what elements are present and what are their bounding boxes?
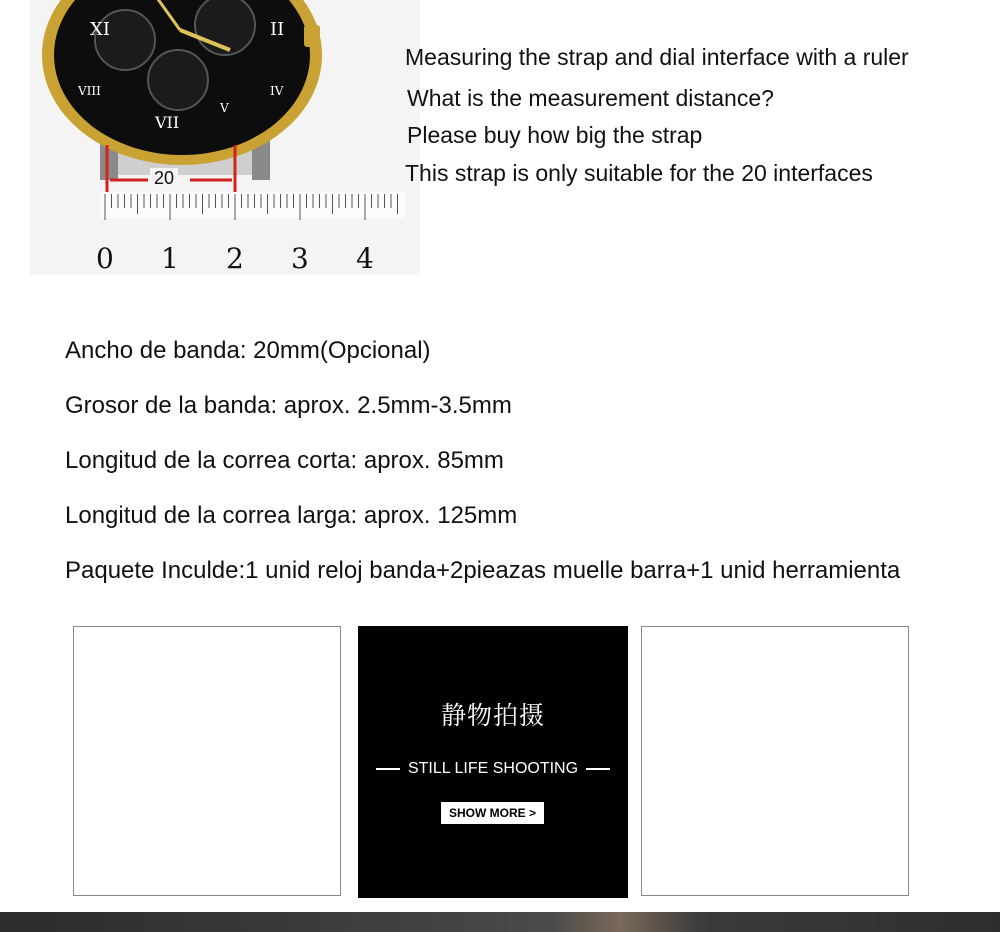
- spec-band-thickness: Grosor de la banda: aprox. 2.5mm-3.5mm: [65, 392, 512, 419]
- still-life-panel: [358, 626, 628, 898]
- spec-band-width: Ancho de banda: 20mm(Opcional): [65, 337, 431, 364]
- bottom-photo-strip: [0, 912, 1000, 932]
- subdial-bottom: [148, 50, 208, 110]
- spec-long-strap-length: Longitud de la correa larga: aprox. 125mm: [65, 502, 518, 529]
- numeral-v: V: [220, 101, 229, 115]
- still-life-title: 静物拍摄: [440, 702, 545, 730]
- numeral-xi: XI: [90, 19, 110, 40]
- intro-line-buy-size: Please buy how big the strap: [407, 122, 703, 148]
- watch-crown: [304, 25, 320, 47]
- numeral-iv: IV: [270, 84, 284, 98]
- dash-left: [376, 768, 400, 770]
- dash-right: [586, 768, 610, 770]
- show-more-button[interactable]: SHOW MORE >: [441, 802, 544, 824]
- ruler-number-1: 1: [161, 242, 179, 275]
- ruler-number-3: 3: [291, 242, 309, 275]
- product-image-placeholder-left[interactable]: [73, 626, 341, 896]
- ruler-number-2: 2: [226, 242, 244, 275]
- numeral-vii: VII: [155, 113, 180, 132]
- still-life-subtitle: STILL LIFE SHOOTING: [407, 760, 579, 777]
- still-life-subtitle-row: [358, 760, 628, 778]
- watch-illustration: [30, 0, 420, 275]
- watch-measurement-image: [30, 0, 420, 275]
- ruler-body: [100, 192, 405, 218]
- numeral-viii: VIII: [78, 84, 101, 98]
- measure-width-label: 20: [150, 168, 178, 189]
- ruler-number-4: 4: [356, 242, 374, 275]
- intro-line-suitable: This strap is only suitable for the 20 interfaces: [405, 160, 873, 186]
- ruler-number-0: 0: [96, 242, 114, 275]
- spec-short-strap-length: Longitud de la correa corta: aprox. 85mm: [65, 447, 504, 474]
- numeral-ii: II: [270, 19, 285, 40]
- spec-package-includes: Paquete Inculde:1 unid reloj banda+2pieazas muelle barra+1 unid herramienta: [65, 557, 901, 584]
- intro-line-measuring: Measuring the strap and dial interface with a ruler: [405, 44, 909, 70]
- intro-line-distance: What is the measurement distance?: [407, 85, 774, 111]
- product-image-placeholder-right[interactable]: [641, 626, 909, 896]
